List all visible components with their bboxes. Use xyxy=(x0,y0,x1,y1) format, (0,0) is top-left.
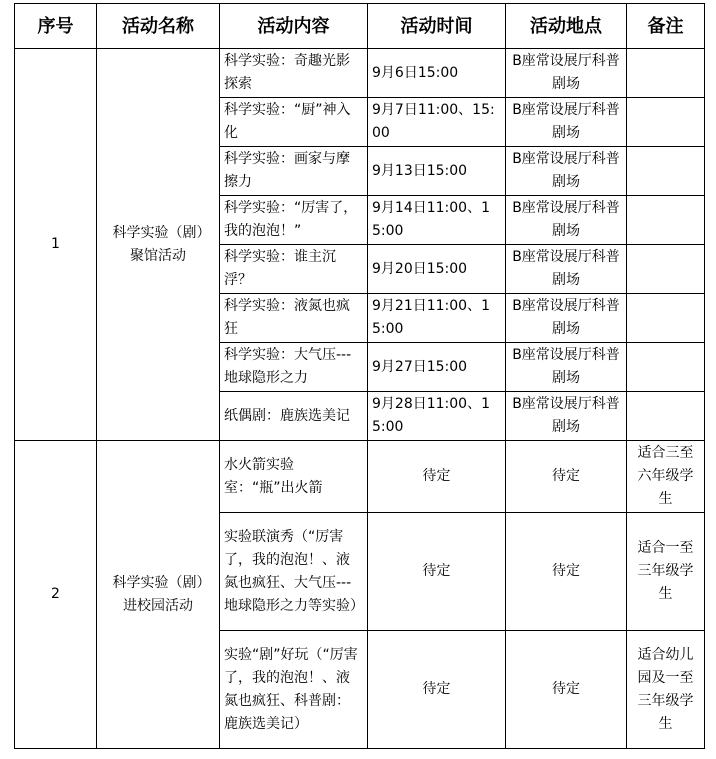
activity-time: 待定 xyxy=(368,631,506,749)
activity-time: 9月21日11:00、15:00 xyxy=(368,294,506,343)
activity-place: B座常设展厅科普剧场 xyxy=(506,49,627,98)
activity-note xyxy=(627,392,705,441)
header-content: 活动内容 xyxy=(220,4,368,49)
activity-place: B座常设展厅科普剧场 xyxy=(506,343,627,392)
activity-time: 9月20日15:00 xyxy=(368,245,506,294)
activity-content: 科学实验：液氮也疯狂 xyxy=(220,294,368,343)
activity-note xyxy=(627,147,705,196)
activity-place: B座常设展厅科普剧场 xyxy=(506,245,627,294)
header-no: 序号 xyxy=(15,4,97,49)
activity-content: 水火箭实验室：“瓶”出火箭 xyxy=(220,441,368,513)
activity-time: 待定 xyxy=(368,441,506,513)
activity-note xyxy=(627,343,705,392)
activity-note xyxy=(627,294,705,343)
activity-time: 9月28日11:00、15:00 xyxy=(368,392,506,441)
activity-note: 适合一至三年级学生 xyxy=(627,513,705,631)
header-note: 备注 xyxy=(627,4,705,49)
activity-place: 待定 xyxy=(506,631,627,749)
activity-place: 待定 xyxy=(506,513,627,631)
activity-content: 科学实验：“厨”神入化 xyxy=(220,98,368,147)
activity-note: 适合三至六年级学生 xyxy=(627,441,705,513)
activity-time: 9月14日11:00、15:00 xyxy=(368,196,506,245)
activity-time: 9月27日15:00 xyxy=(368,343,506,392)
activity-content: 实验联演秀（“厉害了，我的泡泡！、液氮也疯狂、大气压---地球隐形之力等实验） xyxy=(220,513,368,631)
group-name: 科学实验（剧）进校园活动 xyxy=(97,441,220,749)
activity-content: 纸偶剧：鹿族选美记 xyxy=(220,392,368,441)
activity-content: 实验“剧”好玩（“厉害了，我的泡泡！、液氮也疯狂、科普剧：鹿族选美记） xyxy=(220,631,368,749)
header-name: 活动名称 xyxy=(97,4,220,49)
activity-note xyxy=(627,49,705,98)
activity-place: B座常设展厅科普剧场 xyxy=(506,392,627,441)
header-row xyxy=(15,4,705,49)
activity-note: 适合幼儿园及一至三年级学生 xyxy=(627,631,705,749)
activity-time: 9月6日15:00 xyxy=(368,49,506,98)
activity-place: B座常设展厅科普剧场 xyxy=(506,98,627,147)
activity-place: B座常设展厅科普剧场 xyxy=(506,294,627,343)
activity-time: 9月7日11:00、15:00 xyxy=(368,98,506,147)
group-no: 1 xyxy=(15,49,97,441)
header-time: 活动时间 xyxy=(368,4,506,49)
activity-content: 科学实验：画家与摩擦力 xyxy=(220,147,368,196)
activity-place: B座常设展厅科普剧场 xyxy=(506,196,627,245)
activity-note xyxy=(627,98,705,147)
activity-place: 待定 xyxy=(506,441,627,513)
table-row xyxy=(15,49,705,98)
activity-time: 9月13日15:00 xyxy=(368,147,506,196)
activity-content: 科学实验：“厉害了，我的泡泡！” xyxy=(220,196,368,245)
group-name: 科学实验（剧）聚馆活动 xyxy=(97,49,220,441)
activity-content: 科学实验：大气压---地球隐形之力 xyxy=(220,343,368,392)
activity-content: 科学实验：谁主沉浮？ xyxy=(220,245,368,294)
activity-table xyxy=(14,3,705,749)
activity-note xyxy=(627,245,705,294)
activity-time: 待定 xyxy=(368,513,506,631)
group-no: 2 xyxy=(15,441,97,749)
activity-content: 科学实验：奇趣光影探索 xyxy=(220,49,368,98)
activity-note xyxy=(627,196,705,245)
table-row xyxy=(15,441,705,513)
header-place: 活动地点 xyxy=(506,4,627,49)
activity-place: B座常设展厅科普剧场 xyxy=(506,147,627,196)
